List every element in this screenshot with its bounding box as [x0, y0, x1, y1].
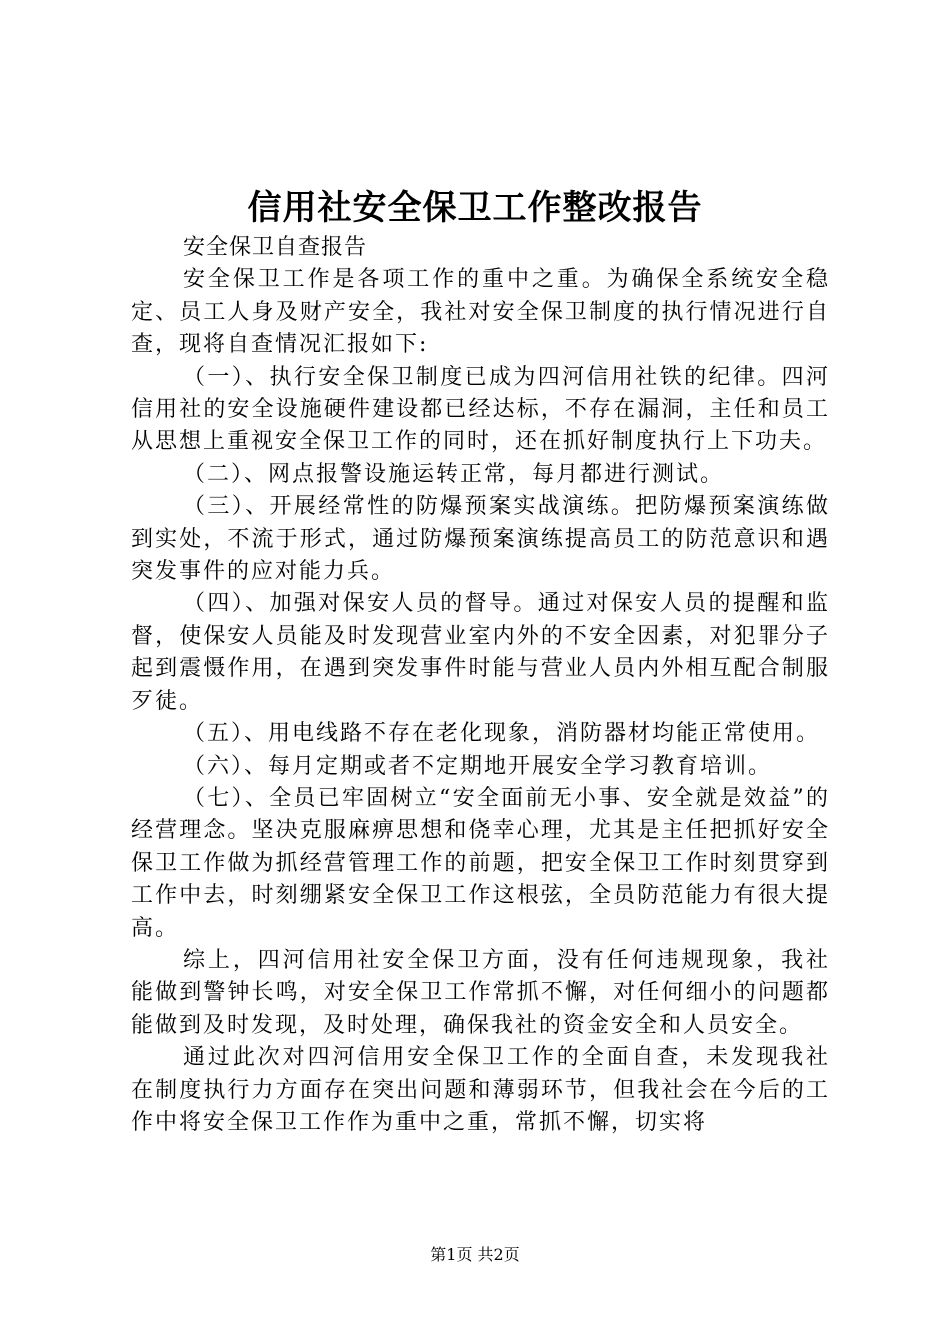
item-2-paragraph: （二）、网点报警设施运转正常，每月都进行测试。: [183, 461, 725, 487]
document-title: 信用社安全保卫工作整改报告: [247, 188, 703, 228]
item-4-paragraph: （四）、加强对保安人员的督导。通过对保安人员的提醒和监督，使保安人员能及时发现营业室内外的不安全因素，对犯罪分子起到震慑作用，在遇到突发事件时能与营业人员内外相互配合制服歹徒。: [131, 591, 830, 714]
intro-paragraph: 安全保卫工作是各项工作的重中之重。为确保全系统安全稳定、员工人身及财产安全，我社对安全保卫制度的执行情况进行自查，现将自查情况汇报如下:: [131, 267, 830, 358]
summary-paragraph: 综上，四河信用社安全保卫方面，没有任何违规现象，我社能做到警钟长鸣，对安全保卫工作常抓不懈，对任何细小的问题都能做到及时发现，及时处理，确保我社的资金安全和人员安全。: [131, 947, 830, 1038]
conclusion-paragraph: 通过此次对四河信用安全保卫工作的全面自查，未发现我社在制度执行力方面存在突出问题和薄弱环节，但我社会在今后的工作中将安全保卫工作作为重中之重，常抓不懈，切实将: [131, 1045, 830, 1135]
document-body: [131, 232, 830, 1139]
item-5-paragraph: （五）、用电线路不存在老化现象，消防器材均能正常使用。: [183, 721, 821, 747]
page-number-footer: 第1页 共2页: [430, 1245, 520, 1264]
item-1-paragraph: （一）、执行安全保卫制度已成为四河信用社铁的纪律。四河信用社的安全设施硬件建设都已经达标，不存在漏洞，主任和员工从思想上重视安全保卫工作的同时，还在抓好制度执行上下功夫。: [131, 364, 830, 455]
item-6-paragraph: （六）、每月定期或者不定期地开展安全学习教育培训。: [183, 753, 773, 779]
report-subtitle: 安全保卫自查报告: [183, 235, 368, 260]
item-3-paragraph: （三）、开展经常性的防爆预案实战演练。把防爆预案演练做到实处，不流于形式，通过防爆预案演练提高员工的防范意识和遇突发事件的应对能力兵。: [131, 494, 830, 585]
item-7-paragraph: （七）、全员已牢固树立“安全面前无小事、安全就是效益”的经营理念。坚决克服麻痹思想和侥幸心理，尤其是主任把抓好安全保卫工作做为抓经营管理工作的前题，把安全保卫工作时刻贯穿到工作中去，时刻绷紧安全保卫工作这根弦，全员防范能力有很大提高。: [131, 785, 830, 941]
